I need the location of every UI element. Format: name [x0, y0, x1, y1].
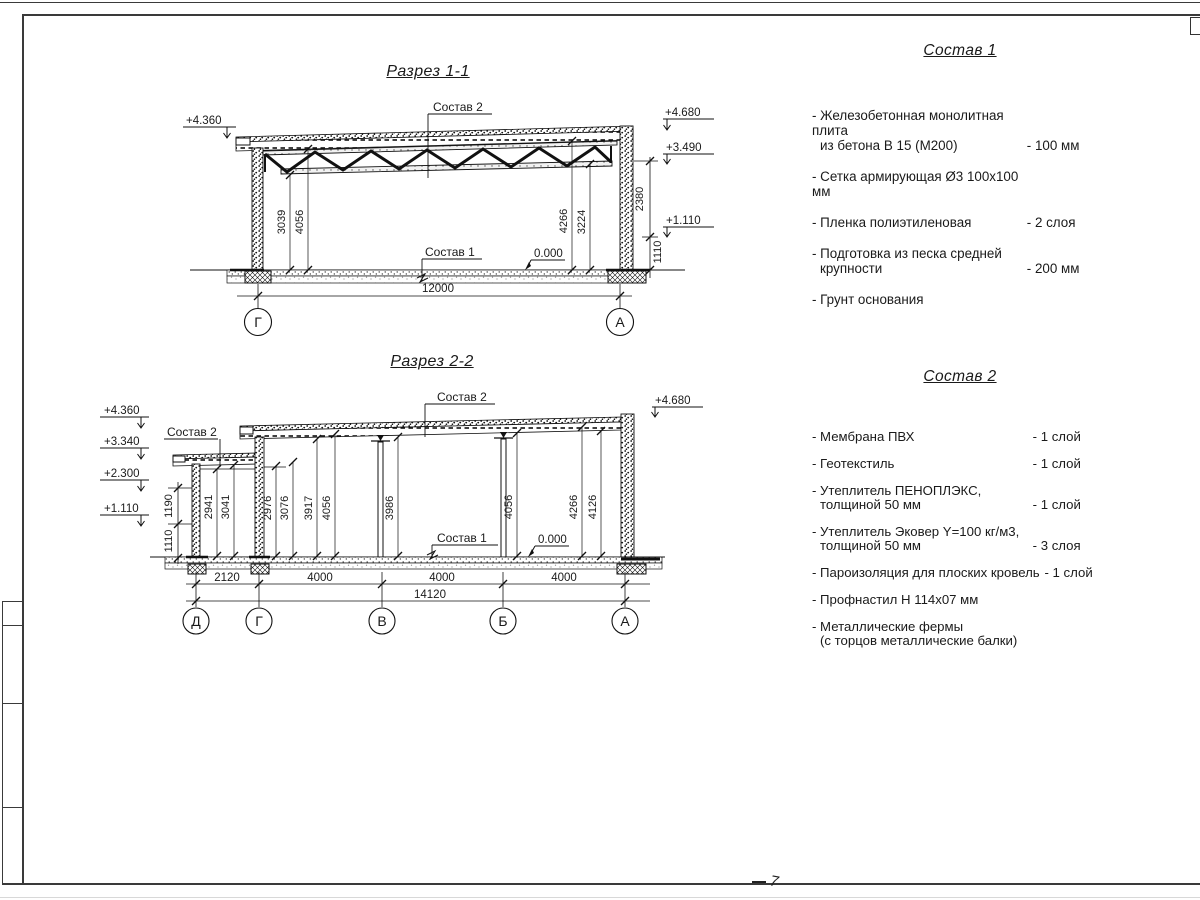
material-name-line2: (с торцов металлические балки) — [820, 633, 1018, 648]
s2-foundation-d — [188, 564, 206, 574]
s2-dim-3917: 3917 — [303, 495, 315, 521]
s2-annex-roof — [173, 453, 257, 469]
list-item — [812, 484, 1112, 512]
list-item — [812, 620, 1112, 648]
s1-chain-2380: 2380 — [634, 186, 646, 212]
s2-axis-b: Б — [498, 613, 508, 629]
s2-dim-3986: 3986 — [384, 495, 396, 521]
s2-dim-2976: 2976 — [262, 495, 274, 521]
s2-elev-2300: +2.300 — [104, 468, 140, 480]
list-item — [812, 430, 1112, 444]
s2-sostav1-leader — [427, 531, 498, 559]
s2-column-b — [494, 432, 513, 557]
section-2-2-drawing — [95, 390, 730, 640]
sheet-outer-top-line — [0, 2, 1200, 3]
s1-foundation-left — [245, 271, 271, 283]
s2-axis-d: Д — [191, 613, 201, 629]
s1-dim-3224: 3224 — [576, 209, 588, 235]
s1-zero-mark — [525, 248, 565, 270]
s2-sostav1-label: Состав 1 — [437, 531, 487, 545]
s2-dim-4266: 4266 — [568, 494, 580, 520]
s2-dim-14120: 14120 — [414, 589, 446, 601]
s2-elevation-right — [652, 395, 704, 417]
list-item — [812, 525, 1112, 553]
s1-foundation-right — [608, 271, 646, 283]
s2-zero-mark — [528, 534, 569, 557]
list-item — [812, 215, 1104, 230]
material-name: - Пароизоляция для плоских кровель — [812, 565, 1040, 580]
s1-dim-4056: 4056 — [294, 209, 306, 235]
list-item — [812, 108, 1104, 153]
s1-elevation-left — [183, 115, 236, 138]
s1-left-wall — [252, 148, 263, 271]
material-name: - Металлические фермы — [812, 619, 964, 634]
s2-sostav2-left-label: Состав 2 — [167, 425, 217, 439]
s1-dim-3039: 3039 — [276, 209, 288, 235]
s2-axis-a: А — [620, 613, 630, 629]
s2-annex-wall — [192, 464, 200, 558]
s1-elev-3490: +3.490 — [666, 142, 702, 154]
margin-outer-line — [2, 601, 3, 884]
s2-foundation-g — [251, 564, 269, 574]
s2-elev-4360: +4.360 — [104, 405, 140, 417]
s2-zero-label: 0.000 — [538, 534, 567, 546]
material-name-line2: толщиной 50 мм — [820, 538, 921, 553]
corner-stamp-box — [1190, 17, 1200, 35]
material-name: - Пленка полиэтиленовая — [812, 215, 972, 230]
s1-sostav1-label: Состав 1 — [425, 245, 475, 259]
margin-divider-1 — [2, 601, 23, 602]
s1-elev-1110: +1.110 — [666, 215, 701, 227]
s2-elev-3340: +3.340 — [104, 436, 140, 448]
s2-axes — [183, 608, 638, 634]
s2-dim-3041: 3041 — [220, 494, 232, 520]
material-qty: - 100 мм — [1026, 138, 1080, 153]
s2-span-2120: 2120 — [214, 572, 240, 584]
material-qty: - 200 мм — [1026, 261, 1080, 276]
sostav2-heading: Состав 2 — [923, 368, 997, 385]
material-name-line2: крупности — [820, 261, 883, 276]
sostav1-heading: Состав 1 — [923, 42, 997, 59]
s1-dim-12000: 12000 — [422, 283, 454, 295]
s1-floor-slab — [190, 270, 685, 283]
material-name: - Мембрана ПВХ — [812, 429, 915, 444]
section2-title: Разрез 2-2 — [390, 353, 474, 370]
s2-span-4000b: 4000 — [429, 572, 455, 584]
margin-divider-3 — [2, 703, 23, 704]
s1-axis-a: А — [615, 314, 625, 330]
s2-dim-3076: 3076 — [279, 495, 291, 521]
s1-axes — [245, 309, 634, 336]
s2-elev-4680: +4.680 — [655, 395, 691, 407]
s1-right-wall — [620, 126, 633, 271]
sheet-edge-shadow — [0, 897, 1200, 898]
s2-elev-1110: +1.110 — [104, 503, 139, 515]
material-name: - Геотекстиль — [812, 456, 895, 471]
s2-elevations-left — [100, 405, 149, 526]
material-name: - Подготовка из песка средней — [812, 246, 1002, 261]
frame-top-line — [22, 14, 1200, 16]
sostav1-list — [812, 108, 1104, 323]
material-qty: - 1 слой — [1032, 497, 1081, 512]
section1-title: Разрез 1-1 — [386, 63, 470, 80]
list-item — [812, 292, 1104, 307]
s2-sostav2-top-label: Состав 2 — [437, 390, 487, 404]
s2-dim-2941: 2941 — [203, 494, 215, 520]
s2-chain-1110: 1110 — [163, 529, 175, 553]
material-qty: - 3 слоя — [1032, 538, 1081, 553]
s2-span-4000c: 4000 — [551, 572, 577, 584]
material-name: - Утеплитель Эковер Y=100 кг/м3, — [812, 524, 1020, 539]
s1-chain-1110: 1110 — [652, 240, 664, 264]
s1-axis-g: Г — [254, 314, 262, 330]
material-qty: - 1 слой — [1032, 456, 1081, 471]
s1-bottom-dim — [237, 283, 632, 308]
list-item — [812, 566, 1112, 580]
material-name-line2: из бетона В 15 (М200) — [820, 138, 958, 153]
s2-axis-v: В — [377, 613, 387, 629]
s2-main-roof — [240, 417, 621, 467]
material-name: - Железобетонная монолитная плита — [812, 108, 1004, 138]
page-number-mark: 7 — [768, 872, 780, 891]
frame-bottom-line — [2, 883, 1200, 885]
material-qty: - 1 слой — [1032, 429, 1081, 444]
material-name: - Профнастил Н 114х07 мм — [812, 592, 979, 607]
material-name: - Сетка армирующая Ø3 100х100 мм — [812, 169, 1019, 199]
margin-divider-4 — [2, 807, 23, 808]
s1-elevation-right — [663, 107, 714, 237]
fold-mark — [752, 881, 766, 883]
material-name-line2: толщиной 50 мм — [820, 497, 921, 512]
s1-zero-label: 0.000 — [534, 248, 563, 260]
s2-span-4000a: 4000 — [307, 572, 333, 584]
material-name: - Грунт основания — [812, 292, 924, 307]
list-item — [812, 593, 1112, 607]
s1-elev-4360: +4.360 — [186, 115, 222, 127]
s2-dim-4126: 4126 — [587, 494, 599, 520]
s2-wall-a — [621, 414, 634, 558]
s2-bottom-dims — [186, 572, 650, 607]
s1-dim-4266: 4266 — [558, 208, 570, 234]
s2-axis-g: Г — [255, 613, 263, 629]
s1-sostav2-label: Состав 2 — [433, 100, 483, 114]
list-item — [812, 169, 1104, 199]
s2-chain-1190: 1190 — [163, 494, 175, 518]
margin-divider-2 — [2, 625, 23, 626]
material-name: - Утеплитель ПЕНОПЛЭКС, — [812, 483, 982, 498]
section-1-1-drawing — [150, 95, 730, 345]
list-item — [812, 246, 1104, 276]
sostav2-list — [812, 430, 1112, 661]
s2-dim-4056: 4056 — [321, 495, 333, 521]
material-qty: - 2 слоя — [1026, 215, 1076, 230]
list-item — [812, 457, 1112, 471]
s1-elev-4680: +4.680 — [665, 107, 701, 119]
s2-dim-4056-right: 4056 — [503, 494, 515, 520]
material-qty: - 1 слой — [1044, 565, 1093, 580]
s2-foundation-a — [617, 564, 646, 574]
frame-left-line — [22, 14, 24, 884]
